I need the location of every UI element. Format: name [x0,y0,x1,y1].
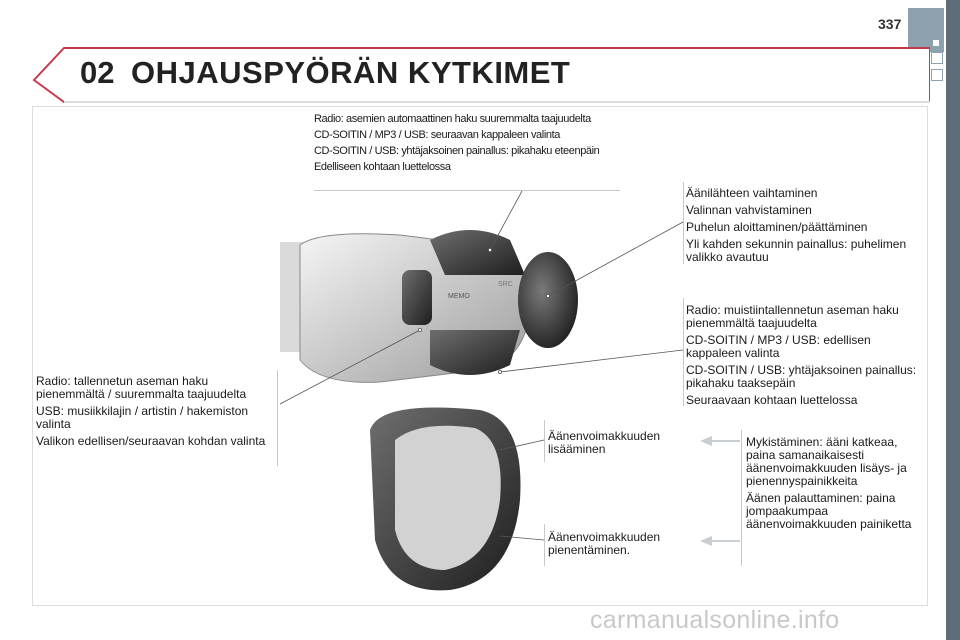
unmute-text: Äänen palauttaminen: paina jompaakumpaa äänenvoimakkuuden painiketta [746,491,912,531]
chapter-title: OHJAUSPYÖRÄN KYTKIMET [131,55,571,90]
thumbwheel-radio: Radio: tallennetun aseman haku pienemmältä / suuremmalta taajuudelta [36,374,247,401]
confirm-selection: Valinnan vahvistaminen [686,203,812,217]
thumbwheel-menu: Valikon edellisen/seuraavan kohdan valinta [36,434,266,448]
call-start-end: Puhelun aloittaminen/päättäminen [686,220,868,234]
chapter-number: 02 [80,55,115,90]
memo-label: MEMO [448,293,470,300]
volume-up-label: Äänenvoimakkuuden lisääminen [548,429,661,456]
seek-down-cd: CD-SOITIN / MP3 / USB: edellisen kappaleen valinta [686,333,871,360]
phone-menu: Yli kahden sekunnin painallus: puhelimen valikko avautuu [686,237,907,264]
seek-up-radio: Radio: asemien automaattinen haku suuremmalta taajuudelta [314,113,591,125]
seek-up-fast: CD-SOITIN / USB: yhtäjaksoinen painallus: pikahaku eteenpäin [314,145,600,157]
page-number: 337 [878,16,902,32]
seek-down-radio: Radio: muistiintallennetun aseman haku pienemmältä taajuudelta [686,303,899,330]
src-label: SRC [498,281,513,288]
thumbwheel-usb: USB: musiikkilajin / artistin / hakemiston valinta [36,404,249,431]
volume-down-label: Äänenvoimakkuuden pienentäminen. [548,530,661,557]
watermark: carmanualsonline.info [590,606,840,634]
seek-up-list: Edelliseen kohtaan luettelossa [314,161,451,173]
source-change: Äänilähteen vaihtaminen [686,186,818,200]
seek-down-list: Seuraavaan kohtaan luettelossa [686,393,858,407]
seek-down-fast: CD-SOITIN / USB: yhtäjaksoinen painallus: pikahaku taaksepäin [686,363,917,390]
seek-up-cd: CD-SOITIN / MP3 / USB: seuraavan kappaleen valinta [314,129,560,141]
mute-text: Mykistäminen: ääni katkeaa, paina samanaikaisesti äänenvoimakkuuden lisäys- ja pienennyspainikkeita [746,435,907,488]
